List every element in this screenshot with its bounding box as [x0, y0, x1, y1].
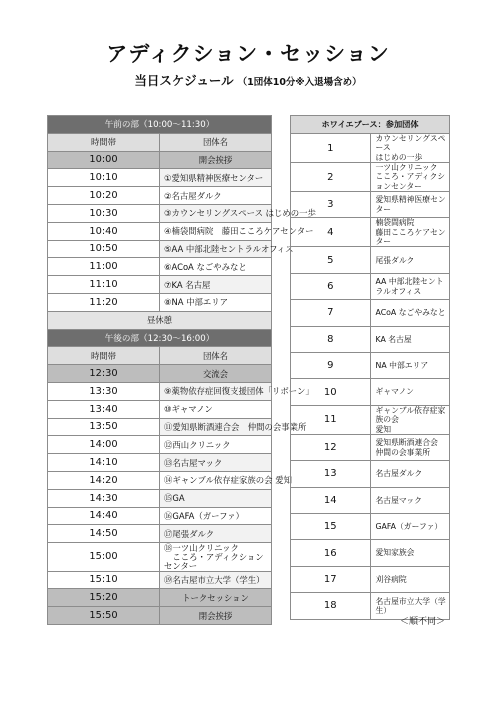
exhibitor-name-line1: ACoA なごやみなと [375, 308, 446, 318]
schedule-row [48, 589, 272, 607]
group-name: 閉会挨拶 [198, 610, 233, 621]
schedule-group [160, 365, 272, 383]
order-note: ＜順不同＞ [400, 617, 446, 627]
exhibitor-number: 3 [291, 192, 371, 218]
afternoon-header-text: 午後の部（12:30〜16:00） [48, 329, 272, 347]
schedule-group [160, 525, 272, 543]
schedule-time: 14:10 [48, 454, 160, 472]
column-header-row [48, 133, 272, 151]
exhibitor-number: 16 [291, 540, 371, 566]
exhibitor-name-line1: AA 中部北陸セントラルオフィス [375, 277, 444, 296]
exhibitor-number: 9 [291, 353, 371, 379]
group-name: ⑫西山クリニック [164, 439, 231, 450]
exhibitor-row [291, 461, 450, 487]
exhibitor-name [370, 218, 450, 247]
exhibitor-number: 1 [291, 134, 371, 163]
exhibitor-name-line1: 名古屋ダルク [375, 469, 423, 479]
schedule-row [48, 543, 272, 571]
exhibitor-name-line1: 名古屋市立大学（学生） [375, 596, 446, 615]
exhibitor-name [370, 247, 450, 273]
exhibitor-header: ホワイエブース：参加団体 [291, 116, 450, 134]
exhibitor-row [291, 540, 450, 566]
schedule-time: 11:00 [48, 258, 160, 276]
group-name: ②名古屋ダルク [164, 190, 222, 201]
exhibitor-name-line1: ギャンブル依存症家族の会 [375, 405, 446, 425]
exhibitor-name-line1: 愛知県精神医療センター [375, 195, 446, 214]
schedule-time: 15:00 [48, 543, 160, 571]
exhibitor-name-line1: 愛知県断酒連合会 [375, 438, 438, 448]
schedule-time: 10:30 [48, 204, 160, 222]
exhibitor-number: 5 [291, 247, 371, 273]
exhibitor-header-row [291, 116, 450, 134]
exhibitor-name [370, 405, 450, 434]
group-name: ⑬名古屋マック [164, 457, 223, 468]
schedule-time: 12:30 [48, 365, 160, 383]
schedule-group [160, 382, 314, 400]
exhibitor-name-line2: 愛知 [375, 424, 392, 434]
exhibitor-number: 2 [291, 163, 371, 192]
schedule-time: 15:10 [48, 571, 160, 589]
exhibitor-row [291, 566, 450, 592]
schedule-row [48, 471, 272, 489]
exhibitor-row [291, 434, 450, 460]
exhibitor-name [370, 353, 450, 379]
schedule-time: 13:50 [48, 418, 160, 436]
exhibitor-row [291, 326, 450, 352]
group-name: ⑥ACoA なごやみなと [164, 261, 247, 272]
schedule-row [48, 258, 272, 276]
schedule-time: 10:10 [48, 169, 160, 187]
schedule-group [160, 276, 272, 294]
exhibitor-row [291, 487, 450, 513]
schedule-time: 15:50 [48, 607, 160, 625]
schedule-group [160, 454, 272, 472]
group-name: ⑦KA 名古屋 [164, 279, 211, 290]
exhibitor-name-line2: こころ・アディクションセンター [375, 172, 446, 191]
exhibitor-name-line2: 仲間の会事業所 [375, 447, 431, 457]
schedule-row [48, 187, 272, 205]
group-name: ⑭ギャンブル依存症家族の会 愛知 [164, 475, 292, 486]
exhibitor-number: 12 [291, 434, 371, 460]
schedule-time: 10:40 [48, 222, 160, 240]
exhibitor-name [370, 434, 450, 460]
schedule-row [48, 204, 272, 222]
schedule-row [48, 571, 272, 589]
exhibitor-name [370, 540, 450, 566]
col-time-header: 時間帯 [48, 133, 160, 151]
schedule-time: 13:30 [48, 382, 160, 400]
schedule-row [48, 525, 272, 543]
schedule-group [160, 471, 292, 489]
schedule-time: 10:50 [48, 240, 160, 258]
schedule-time: 15:20 [48, 589, 160, 607]
exhibitor-name [370, 379, 450, 405]
exhibitor-number: 18 [291, 593, 371, 619]
col-name-header: 団体名 [160, 133, 272, 151]
schedule-group [160, 293, 272, 311]
exhibitor-number: 15 [291, 514, 371, 540]
schedule-time: 11:10 [48, 276, 160, 294]
exhibitor-row [291, 353, 450, 379]
schedule-time: 14:40 [48, 507, 160, 525]
morning-header-text: 午前の部（10:00〜11:30） [48, 116, 272, 134]
schedule-time: 14:00 [48, 436, 160, 454]
schedule-group [160, 589, 272, 607]
exhibitor-name [370, 300, 450, 326]
schedule-row [48, 436, 272, 454]
schedule-row [48, 240, 272, 258]
exhibitor-number: 11 [291, 405, 371, 434]
exhibitor-number: 13 [291, 461, 371, 487]
schedule-group [160, 240, 294, 258]
exhibitor-row [291, 247, 450, 273]
group-name: ⑩ギャマノン [164, 404, 213, 415]
schedule-time: 14:20 [48, 471, 160, 489]
schedule-row [48, 489, 272, 507]
schedule-group [160, 151, 272, 169]
group-name: ⑤AA 中部北陸セントラルオフィス [164, 243, 294, 254]
schedule-group [160, 571, 272, 589]
group-name: ⑧NA 中部エリア [164, 297, 229, 308]
schedule-group [160, 489, 272, 507]
schedule-row [48, 151, 272, 169]
exhibitor-name [370, 461, 450, 487]
schedule-group [160, 436, 272, 454]
group-name: 開会挨拶 [198, 154, 233, 165]
exhibitor-number: 6 [291, 273, 371, 299]
exhibitor-name-line2: 藤田こころケアセンター [375, 227, 446, 247]
schedule-row [48, 507, 272, 525]
schedule-group [160, 543, 272, 571]
afternoon-header [48, 329, 272, 347]
schedule-table [47, 115, 316, 625]
schedule-row [48, 276, 272, 294]
exhibitor-number: 4 [291, 218, 371, 247]
exhibitor-name-line1: 名古屋マック [375, 495, 422, 505]
schedule-row [48, 607, 272, 625]
exhibitor-name-line1: NA 中部エリア [375, 361, 429, 371]
schedule-group [160, 187, 272, 205]
exhibitor-name [370, 273, 450, 299]
exhibitor-table [290, 115, 450, 620]
schedule-group [160, 169, 272, 187]
schedule-group [160, 258, 272, 276]
schedule-group [160, 607, 272, 625]
exhibitor-row [291, 300, 450, 326]
schedule-row [48, 382, 272, 400]
group-name: ⑪愛知県断酒連合会 仲間の会事業所 [164, 421, 307, 432]
exhibitor-name [370, 192, 450, 218]
lunch-break-row [48, 311, 272, 329]
exhibitor-name-line1: カウンセリングスペース [375, 134, 446, 153]
exhibitor-name [370, 326, 450, 352]
schedule-row [48, 400, 272, 418]
exhibitor-row [291, 514, 450, 540]
exhibitor-name [370, 134, 450, 163]
col-time-header: 時間帯 [48, 347, 160, 365]
group-name: ⑰尾張ダルク [164, 528, 215, 539]
schedule-row [48, 222, 272, 240]
exhibitor-name [370, 514, 450, 540]
group-name: ⑨薬物依存症回復支援団体「リボーン」 [164, 386, 314, 397]
group-name: ⑯GAFA（ガーファ） [164, 510, 245, 521]
group-name: ③カウンセリングスペース はじめの一歩 [164, 208, 316, 219]
exhibitor-row [291, 134, 450, 163]
exhibitor-name [370, 163, 450, 192]
schedule-time: 14:30 [48, 489, 160, 507]
exhibitor-number: 14 [291, 487, 371, 513]
exhibitor-row [291, 163, 450, 192]
exhibitor-name-line1: 愛知家族会 [375, 548, 415, 558]
exhibitor-name-line1: GAFA（ガーファ） [375, 522, 443, 532]
exhibitor-number: 17 [291, 566, 371, 592]
page-title: アディクション・セッション [106, 42, 390, 66]
schedule-group [160, 222, 314, 240]
schedule-time: 10:00 [48, 151, 160, 169]
morning-header [48, 116, 272, 134]
lunch-break: 昼休憩 [48, 311, 272, 329]
exhibitor-name-line1: ギャマノン [375, 387, 414, 397]
group-name: 交流会 [202, 368, 229, 379]
exhibitor-name-line1: 刈谷病院 [375, 574, 407, 584]
schedule-group [160, 507, 272, 525]
group-name: ⑱一ツ山クリニック [164, 543, 239, 554]
schedule-row [48, 454, 272, 472]
group-name-line2: こころ・アディクションセンター [164, 551, 264, 571]
column-header-row [48, 347, 272, 365]
group-name: ⑲名古屋市立大学（学生） [164, 574, 265, 585]
col-name-header: 団体名 [160, 347, 272, 365]
exhibitor-name [370, 487, 450, 513]
group-name: トークセッション [182, 592, 249, 603]
exhibitor-name-line1: KA 名古屋 [375, 334, 412, 344]
exhibitor-number: 10 [291, 379, 371, 405]
exhibitor-row [291, 218, 450, 247]
exhibitor-name-line1: 尾張ダルク [375, 255, 415, 265]
schedule-body [48, 116, 316, 625]
schedule-time: 11:20 [48, 293, 160, 311]
exhibitor-number: 7 [291, 300, 371, 326]
schedule-time: 14:50 [48, 525, 160, 543]
exhibitor-name-line2: はじめの一歩 [375, 152, 423, 162]
group-name: ⑮GA [164, 493, 185, 504]
page-subtitle [0, 71, 496, 89]
exhibitor-row [291, 405, 450, 434]
exhibitor-name-line1: 一ツ山クリニック [375, 163, 438, 173]
exhibitor-number: 8 [291, 326, 371, 352]
schedule-time: 10:20 [48, 187, 160, 205]
schedule-group [160, 418, 307, 436]
exhibitor-row [291, 379, 450, 405]
schedule-group [160, 204, 316, 222]
schedule-row [48, 169, 272, 187]
schedule-time: 13:40 [48, 400, 160, 418]
exhibitor-row [291, 273, 450, 299]
group-name: ④楠袋間病院 藤田こころケアセンター [164, 226, 314, 237]
subtitle-note: （1団体10分※入退場含め） [237, 77, 362, 88]
exhibitor-name [370, 566, 450, 592]
exhibitor-name-line1: 楠袋間病院 [375, 218, 415, 228]
schedule-row [48, 418, 272, 436]
group-name: ①愛知県精神医療センター [164, 172, 264, 183]
subtitle-text: 当日スケジュール [134, 73, 234, 88]
schedule-row [48, 365, 272, 383]
schedule-row [48, 293, 272, 311]
exhibitor-row [291, 192, 450, 218]
exhibitor-body [291, 116, 450, 620]
schedule-group [160, 400, 272, 418]
